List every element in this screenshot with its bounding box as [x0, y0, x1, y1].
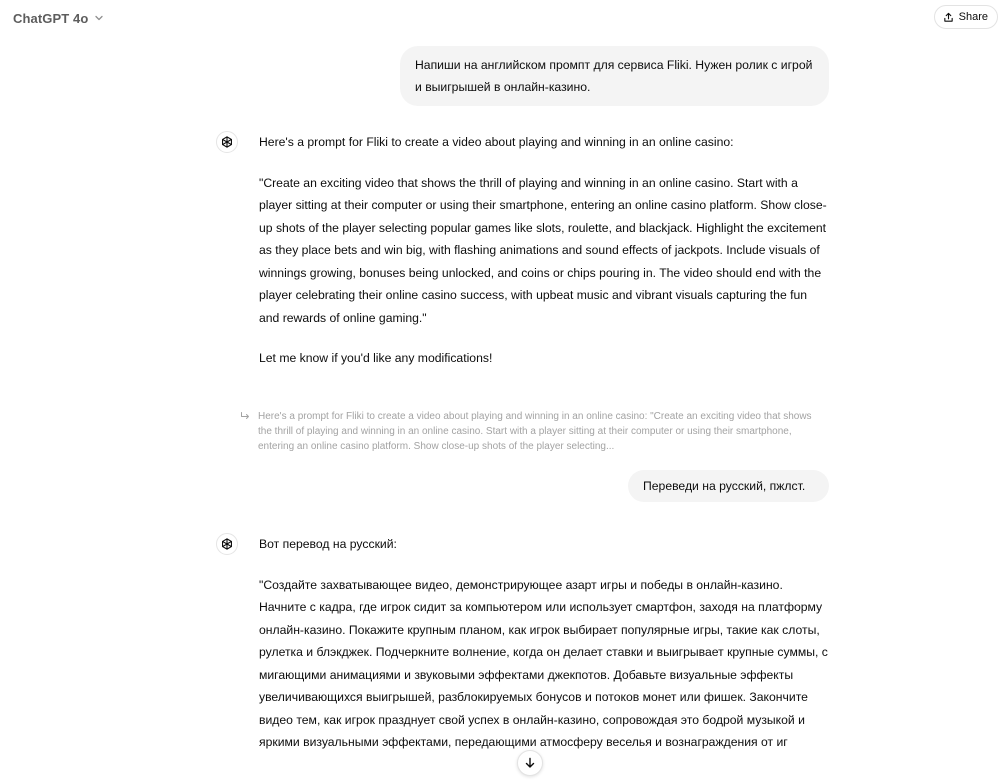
assistant-message — [259, 131, 829, 370]
share-label: Share — [958, 11, 988, 23]
chevron-down-icon — [94, 13, 104, 23]
user-message — [628, 470, 829, 502]
user-message-text: Переведи на русский, пжлст. — [643, 479, 806, 493]
assistant-outro: Let me know if you'd like any modifications! — [259, 351, 493, 365]
user-message — [400, 46, 829, 106]
quoted-reply — [236, 409, 826, 454]
model-name: ChatGPT 4o — [13, 10, 89, 26]
scroll-to-bottom-button[interactable] — [517, 750, 543, 776]
arrow-down-icon — [524, 757, 536, 769]
openai-logo-icon — [220, 537, 234, 551]
quoted-reply-text: Here's a prompt for Fliki to create a video about playing and winning in an online casino: "Create an exciting video that shows the thrill of playing and winning in an online casino. Start with a player sitting at their computer or using their smartphone, entering an online casino platform. Show close-up shots of the player selecting... — [258, 411, 812, 452]
assistant-avatar — [216, 131, 238, 153]
assistant-body: "Create an exciting video that shows the thrill of playing and winning in an online casino. Start with a player sitting at their computer or using their smartphone, entering an online casino platform. Show close-up shots of the player selecting popular games like slots, roulette, and blackjack. Highlight the excitement as they place bets and win big, with flashing animations and sound effects of jackpots. Include visuals of winnings growing, bonuses being unlocked, and coins or chips pouring in. The video should end with the player celebrating their online casino success, with upbeat music and vibrant visuals capturing the fun and rewards of online gaming." — [259, 175, 827, 325]
user-message-text: Напиши на английском промпт для сервиса Fliki. Нужен ролик с игрой и выигрышей в онлайн-казино. — [415, 58, 813, 94]
assistant-avatar — [216, 533, 238, 555]
assistant-intro: Вот перевод на русский: — [259, 537, 397, 551]
assistant-body: "Создайте захватывающее видео, демонстрирующее азарт игры и победы в онлайн-казино. Начните с кадра, где игрок сидит за компьютером или использует смартфон, заходя на платформу онлайн-казино. Покажите крупным планом, как игрок выбирает популярные игры, такие как слоты, рулетка и блэкджек. Подчеркните волнение, когда он делает ставки и выигрывает крупные суммы, с мигающими анимациями и звуковыми эффектами джекпотов. Добавьте визуальные эффекты увеличивающихся выигрышей, разблокируемых бонусов и потоков монет или фишек. Закончите видео тем, как игрок празднует свой успех в онлайн-казино, сопровождая это бодрой музыкой и яркими визуальными эффектами, передающими атмосферу веселья и вознаграждения от иг — [259, 577, 828, 749]
assistant-intro: Here's a prompt for Fliki to create a video about playing and winning in an online casino: — [259, 135, 734, 149]
share-icon — [943, 12, 954, 23]
reply-arrow-icon — [240, 411, 250, 421]
assistant-message — [259, 533, 829, 754]
share-button[interactable] — [934, 5, 998, 29]
model-selector[interactable] — [6, 6, 111, 30]
openai-logo-icon — [220, 135, 234, 149]
